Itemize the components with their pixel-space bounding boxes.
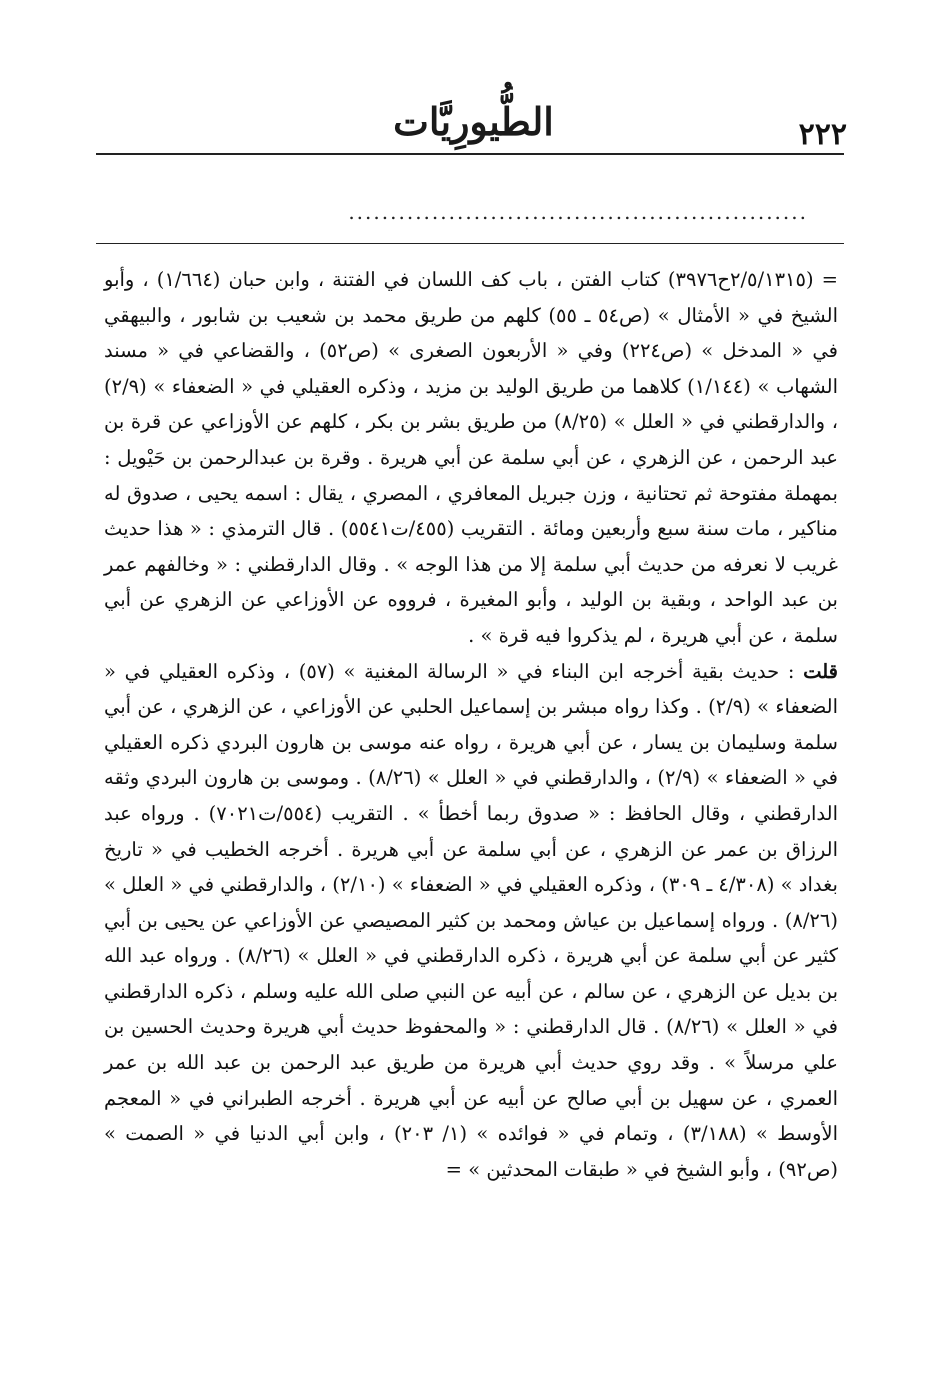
footnote-paragraph-2 — [104, 654, 838, 1188]
footnote-divider — [96, 243, 844, 244]
footnote-paragraph-2-text: : حديث بقية أخرجه ابن البناء في « الرسالة المغنية » (٥٧) ، وذكره العقيلي في « الضعفاء » (٢/٩) . وكذا رواه مبشر بن إسماعيل الحلبي عن الأوزاعي ، عن الزهري ، عن أبي سلمة وسليمان بن يسار ، عن أبي هريرة ، رواه عنه موسى بن هارون البردي ذكره العقيلي في « الضعفاء » (٢/٩) ، والدارقطني في « العلل » (٨/٢٦) . وموسى بن هارون البردي وثقه الدارقطني ، وقال الحافظ : « صدوق ربما أخطأ » . التقريب (٥٥٤/ت٧٠٢١) . ورواه عبد الرزاق بن عمر عن الزهري ، عن أبي سلمة عن أبي هريرة . أخرجه الخطيب في « تاريخ بغداد » (٤/٣٠٨ ـ ٣٠٩) ، وذكره العقيلي في « الضعفاء » (٢/١٠) ، والدارقطني في « العلل » (٨/٢٦) . ورواه إسماعيل بن عياش ومحمد بن كثير المصيصي عن الأوزاعي عن يحيى بن أبي كثير عن أبي سلمة عن أبي هريرة ، ذكره الدارقطني في « العلل » (٨/٢٦) . ورواه عبد الله بن بديل عن الزهري ، عن سالم ، عن أبيه عن النبي صلى الله عليه وسلم ، ذكره الدارقطني في « العلل » (٨/٢٦) . قال الدارقطني : « والمحفوظ حديث أبي هريرة وحديث الحسين بن علي مرسلاً » . وقد روي حديث أبي هريرة من طريق عبد الرحمن بن عبد الله بن عمر العمري ، عن سهيل بن أبي صالح عن أبيه عن أبي هريرة . أخرجه الطبراني في « المعجم الأوسط » (٣/١٨٨) ، وتمام في « فوائده » (١/ ٢٠٣) ، وابن أبي الدنيا في « الصمت » (ص٩٢) ، وأبو الشيخ في « طبقات المحدثين » = — [104, 659, 838, 1181]
header-divider — [96, 153, 844, 155]
qult-label: قلت — [803, 659, 838, 683]
page-number: ٢٢٢ — [798, 117, 847, 152]
footnote-body — [104, 262, 838, 1187]
book-title: الطُّيورِيَّات — [393, 99, 554, 144]
dotted-separator: ....................................................... — [348, 200, 808, 220]
footnote-paragraph-1: = (٢/٥/١٣١٥ح٣٩٧٦) كتاب الفتن ، باب كف اللسان في الفتنة ، وابن حبان (١/٦٦٤) ، وأبو الشيخ في « الأمثال » (ص٥٤ ـ ٥٥) كلهم من طريق محمد بن شعيب بن شابور ، والبيهقي في « المدخل » (ص٢٢٤) وفي « الأربعون الصغرى » (ص٥٢) ، والقضاعي في « مسند الشهاب » (١/١٤٤) كلاهما من طريق الوليد بن مزيد ، وذكره العقيلي في « الضعفاء » (٢/٩) ، والدارقطني في « العلل » (٨/٢٥) من طريق بشر بن بكر ، كلهم عن الأوزاعي عن قرة بن عبد الرحمن ، عن الزهري ، عن أبي سلمة عن أبي هريرة . وقرة بن عبدالرحمن بن حَيْويل : بمهملة مفتوحة ثم تحتانية ، وزن جبريل المعافري ، المصري ، يقال : اسمه يحيى ، صدوق له مناكير ، مات سنة سبع وأربعين ومائة . التقريب (٤٥٥/ت٥٥٤١) . قال الترمذي : « هذا حديث غريب لا نعرفه من حديث أبي سلمة إلا من هذا الوجه » . وقال الدارقطني : « وخالفهم عمر بن عبد الواحد ، وبقية بن الوليد ، وأبو المغيرة ، فرووه عن الأوزاعي عن الزهري عن أبي سلمة ، عن أبي هريرة ، لم يذكروا فيه قرة » . — [104, 268, 839, 647]
